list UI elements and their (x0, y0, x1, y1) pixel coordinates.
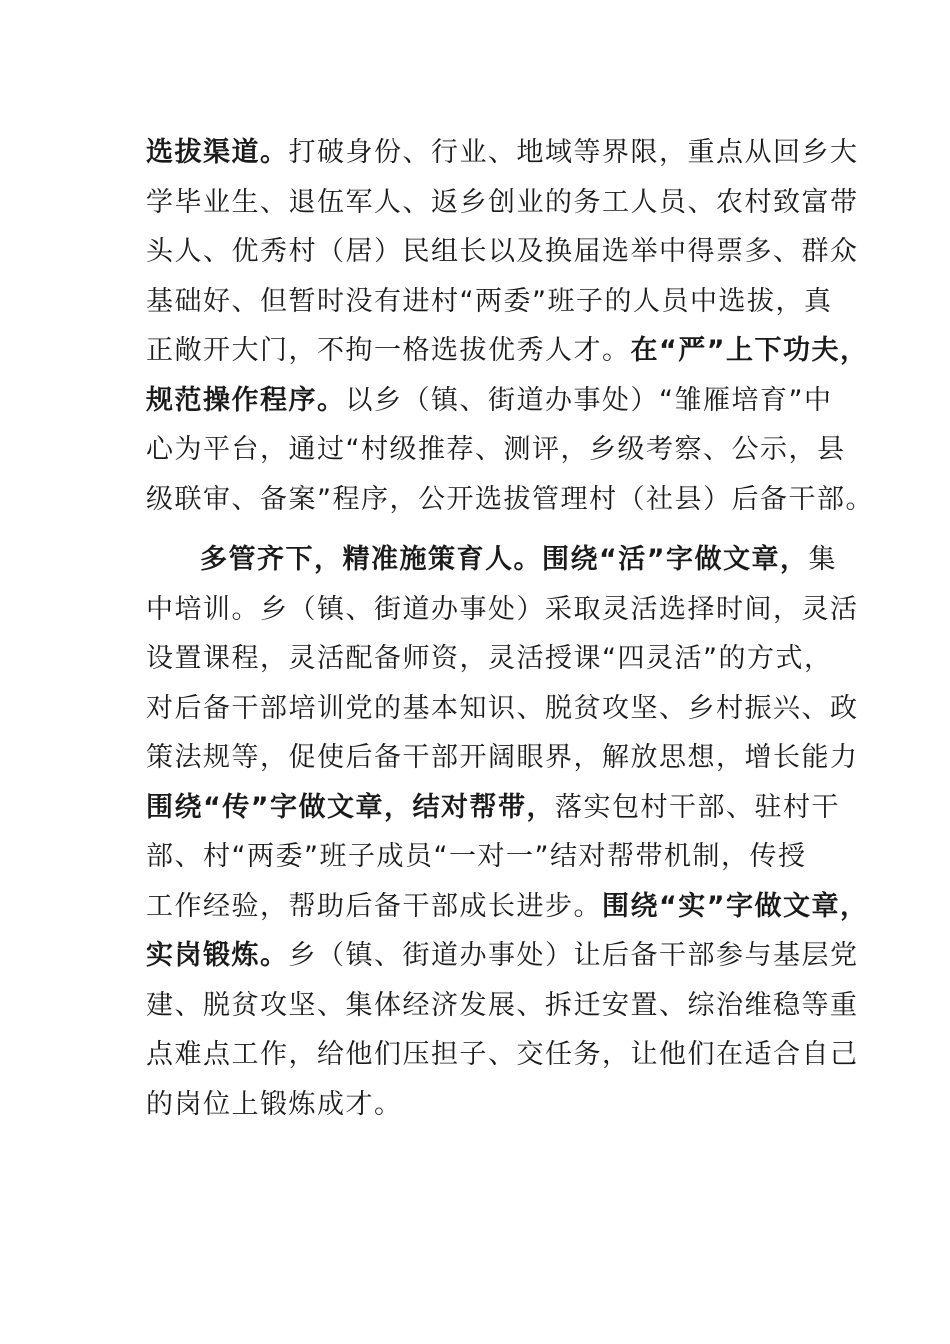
text-run: 对后备干部培训党的基本知识、脱贫攻坚、乡村振兴、政 (146, 692, 859, 724)
text-run: 的岗位上锻炼成才。 (146, 1088, 403, 1120)
text-run: 正敞开大门，不拘一格选拔优秀人才。 (146, 335, 631, 366)
text-line (146, 733, 859, 783)
text-run: 点难点工作，给他们压担子、交任务，让他们在适合自己 (146, 1039, 859, 1070)
text-line (146, 981, 859, 1031)
text-line (146, 684, 859, 734)
text-line (146, 227, 859, 277)
bold-text-run: 选拔渠道。 (146, 137, 289, 168)
text-line (146, 783, 840, 833)
text-line (146, 326, 869, 376)
text-run: 级联审、备案”程序，公开选拔管理村（社县）后备干部。 (146, 483, 874, 515)
text-line (146, 1030, 859, 1080)
text-run: 策法规等，促使后备干部开阔眼界，解放思想，增长能力 (146, 742, 859, 773)
paragraph (146, 128, 874, 524)
text-run: 头人、优秀村（居）民组长以及换届选举中得票多、群众 (146, 236, 859, 267)
text-run: 打破身份、行业、地域等界限，重点从回乡大 (288, 137, 859, 168)
text-line (146, 535, 837, 585)
text-run: 以乡（镇、街道办事处）“雏雁培育”中 (345, 384, 833, 416)
text-run: 建、脱贫攻坚、集体经济发展、拆迁安置、综治维稳等重 (146, 989, 859, 1021)
text-run: 学毕业生、退伍军人、返乡创业的务工人员、农村致富带 (146, 186, 859, 218)
text-run: 集 (808, 544, 837, 575)
text-run: 乡（镇、街道办事处）让后备干部参与基层党 (288, 940, 859, 971)
text-line (146, 882, 869, 932)
bold-text-run: 围绕“实”字做文章， (602, 890, 869, 922)
bold-text-run: 多管齐下，精准施策育人。围绕“活”字做文章， (200, 544, 809, 575)
text-run: 基础好、但暂时没有进村“两委”班子的人员中选拔，真 (146, 285, 833, 317)
text-line (146, 475, 874, 525)
text-line (146, 585, 859, 635)
text-line (146, 128, 859, 178)
bold-text-run: 在“严”上下功夫， (630, 335, 869, 366)
text-run: 工作经验，帮助后备干部成长进步。 (146, 890, 602, 922)
bold-text-run: 实岗锻炼。 (146, 940, 289, 971)
bold-text-run: 规范操作程序。 (146, 384, 346, 416)
text-run: 落实包村干部、驻村干 (555, 791, 840, 823)
text-run: 心为平台，通过“村级推荐、测评，乡级考察、公示，县 (146, 434, 846, 465)
text-run: 部、村“两委”班子成员“一对一”结对帮带机制，传授 (146, 841, 807, 872)
text-line (146, 277, 833, 327)
document-page (146, 128, 874, 1129)
paragraph (146, 535, 869, 1129)
bold-text-run: 围绕“传”字做文章，结对帮带， (146, 791, 555, 823)
text-line (146, 425, 846, 475)
text-line (146, 376, 833, 426)
text-line (146, 1080, 818, 1130)
text-line (146, 634, 833, 684)
text-run: 中培训。乡（镇、街道办事处）采取灵活选择时间，灵活 (146, 593, 859, 625)
text-line (146, 832, 818, 882)
text-run: 设置课程，灵活配备师资，灵活授课“四灵活”的方式， (146, 643, 833, 674)
text-line (146, 931, 859, 981)
text-line (146, 178, 859, 228)
